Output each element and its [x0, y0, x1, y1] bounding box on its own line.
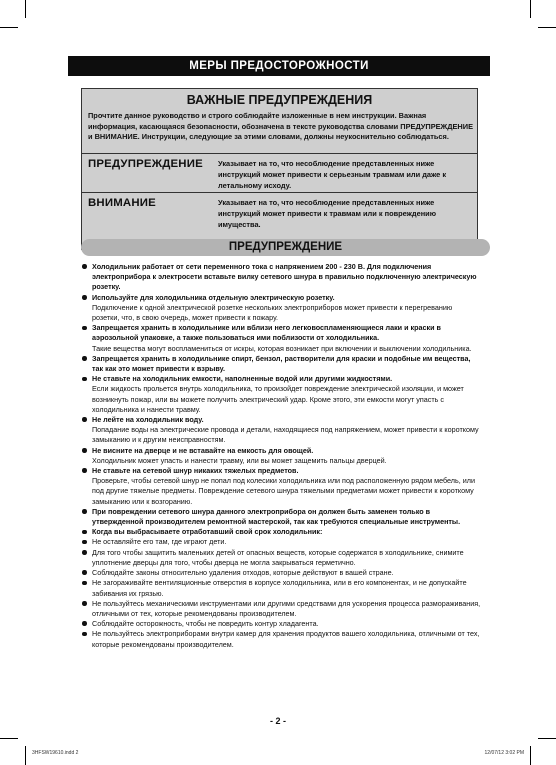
- bullet-icon: [82, 356, 87, 361]
- bullet-icon: [82, 295, 87, 300]
- footer-file: 3HFSW19610.indd 2: [32, 750, 79, 756]
- list-item: [81, 466, 481, 507]
- list-item: [81, 415, 481, 446]
- list-item: [81, 537, 481, 547]
- warning-list: [81, 262, 481, 650]
- list-item: [81, 507, 481, 527]
- bullet-icon: [82, 468, 87, 473]
- crop-mark: [0, 27, 18, 28]
- bullet-icon: [82, 509, 87, 514]
- definition-term: ВНИМАНИЕ: [88, 197, 156, 209]
- bullet-icon: [82, 417, 87, 422]
- list-item-heading: Не лейте на холодильник воду.: [92, 415, 204, 425]
- list-item: [81, 527, 481, 537]
- list-item: [81, 578, 481, 598]
- crop-mark: [25, 746, 26, 765]
- bullet-icon: [82, 621, 87, 626]
- crop-mark: [0, 738, 18, 739]
- list-item: [81, 262, 481, 293]
- list-item-text: Для того чтобы защитить маленьких детей от опасных веществ, которые содержатся в холодильнике, снимите уплотнение дверцы для того, чтобы дверца не могла закрываться герметично.: [92, 547, 464, 567]
- list-item: [81, 619, 481, 629]
- list-item-text: Соблюдайте законы относительно удаления отходов, которые действуют в вашей стране.: [92, 568, 394, 578]
- important-warnings-title: ВАЖНЫЕ ПРЕДУПРЕЖДЕНИЯ: [186, 93, 373, 107]
- list-item-text: Не пользуйтесь электроприборами внутри камер для хранения продуктов вашего холодильника, отличными от тех, которые рекомендованы производителем.: [92, 629, 480, 649]
- list-item-text: Если жидкость прольется внутрь холодильника, то произойдет повреждение электрической изоляции, и может возникнуть пожар, или вы можете получить электрический удар. Кроме этого, эти емкости могут упасть с холодильника и нанести травму.: [92, 384, 464, 414]
- list-item: [81, 354, 481, 374]
- list-item: [81, 446, 481, 466]
- definition-caution: [82, 192, 477, 231]
- crop-mark: [538, 738, 556, 739]
- page-number: - 2 -: [269, 716, 286, 726]
- warning-section-title: ПРЕДУПРЕЖДЕНИЕ: [81, 239, 490, 256]
- bullet-icon: [82, 581, 87, 586]
- list-item: [81, 548, 481, 568]
- list-item-heading: Используйте для холодильника отдельную электрическую розетку.: [92, 292, 335, 302]
- crop-mark: [530, 0, 531, 18]
- list-item-text: Такие вещества могут воспламениться от искры, которая возникает при включении и выключении холодильника.: [92, 343, 472, 353]
- list-item: [81, 323, 481, 354]
- bullet-icon: [82, 264, 87, 269]
- definition-term: ПРЕДУПРЕЖДЕНИЕ: [88, 158, 203, 170]
- list-item-text: Не пользуйтесь механическими инструментами или другими средствами для ускорения процесса размораживания, отличными от тех, которые рекомендованы производителем.: [92, 598, 481, 618]
- list-item-text: Не загораживайте вентиляционные отверстия в корпусе холодильника, или в его компонентах, и не допускайте забивания их грязью.: [92, 578, 467, 598]
- bullet-icon: [82, 448, 87, 453]
- definition-warning: [82, 153, 477, 192]
- bullet-icon: [82, 326, 87, 331]
- list-item-text: Проверьте, чтобы сетевой шнур не попал под колесики холодильника или под расположенную рядом мебель, или под другие тяжелые предметы. Повреждение сетевого шнура тяжелыми предметами может привести к короткому замыканию или к возгоранию.: [92, 476, 475, 506]
- list-item-heading: Холодильник работает от сети переменного тока с напряжением 200 - 230 В. Для подключения электроприбора к электросети вставьте вилку сетевого шнура в правильно подключенную электрическую розетку.: [92, 262, 477, 292]
- bullet-icon: [82, 530, 87, 535]
- important-warnings-box: [81, 88, 478, 250]
- footer-date: 12/07/12 3:02 PM: [484, 750, 524, 756]
- bullet-icon: [82, 550, 87, 555]
- crop-mark: [538, 27, 556, 28]
- page-title: МЕРЫ ПРЕДОСТОРОЖНОСТИ: [68, 56, 490, 76]
- list-item-heading: При повреждении сетевого шнура данного электроприбора он должен быть заменен только в утвержденной производителем ремонтной мастерской, так как требуются специальные инструменты.: [92, 506, 461, 527]
- list-item: [81, 374, 481, 415]
- list-item-heading: Когда вы выбрасываете отработавший свой срок холодильник:: [92, 527, 323, 537]
- bullet-icon: [82, 540, 87, 545]
- list-item-text: Попадание воды на электрические провода и детали, находящиеся под напряжением, может привести к короткому замыканию и к другим неисправностям.: [92, 425, 479, 445]
- important-warnings-intro: Прочтите данное руководство и строго соблюдайте изложенные в нем инструкции. Важная информация, касающаяся безопасности, обозначена в тексте руководства словами ПРЕДУПРЕЖДЕНИЕ и ВНИМАНИЕ. Инструкции, следующие за этими словами, должны неукоснительно соблюдаться.: [88, 111, 474, 142]
- list-item-text: Подключение к одной электрической розетке нескольких электроприборов может привести к перегреванию розетки, что, в свою очередь, может привести к пожару.: [92, 302, 453, 323]
- list-item: [81, 629, 481, 649]
- crop-mark: [25, 0, 26, 18]
- definition-desc: Указывает на то, что несоблюдение представленных ниже инструкций может привести к серьезным травмам или даже к летальному исходу.: [218, 159, 447, 190]
- crop-mark: [530, 746, 531, 765]
- list-item-heading: Запрещается хранить в холодильнике или вблизи него легковоспламеняющиеся лаки и краски в аэрозольной упаковке, а также пользоваться ими поблизости от холодильника.: [92, 323, 441, 343]
- definition-desc: Указывает на то, что несоблюдение представленных ниже инструкций может привести к травмам или к повреждению имущества.: [218, 198, 437, 229]
- bullet-icon: [82, 601, 87, 606]
- list-item-heading: Не висните на дверце и не вставайте на емкость для овощей.: [92, 445, 314, 455]
- list-item: [81, 293, 481, 324]
- bullet-icon: [82, 377, 87, 382]
- list-item-text: Соблюдайте осторожность, чтобы не повредить контур хладагента.: [92, 619, 319, 629]
- list-item-heading: Не ставьте на сетевой шнур никаких тяжелых предметов.: [92, 466, 299, 476]
- list-item: [81, 599, 481, 619]
- bullet-icon: [82, 570, 87, 575]
- list-item-heading: Запрещается хранить в холодильнике спирт, бензол, растворители для краски и подобные им вещества, так как это может привести к взрыву.: [92, 353, 471, 374]
- bullet-icon: [82, 632, 87, 637]
- list-item-text: Холодильник может упасть и нанести травму, или вы может защемить пальцы дверцей.: [92, 455, 387, 465]
- list-item-text: Не оставляйте его там, где играют дети.: [92, 537, 227, 547]
- definitions: [82, 153, 477, 231]
- list-item: [81, 568, 481, 578]
- list-item-heading: Не ставьте на холодильник емкости, наполненные водой или другими жидкостями.: [92, 374, 393, 384]
